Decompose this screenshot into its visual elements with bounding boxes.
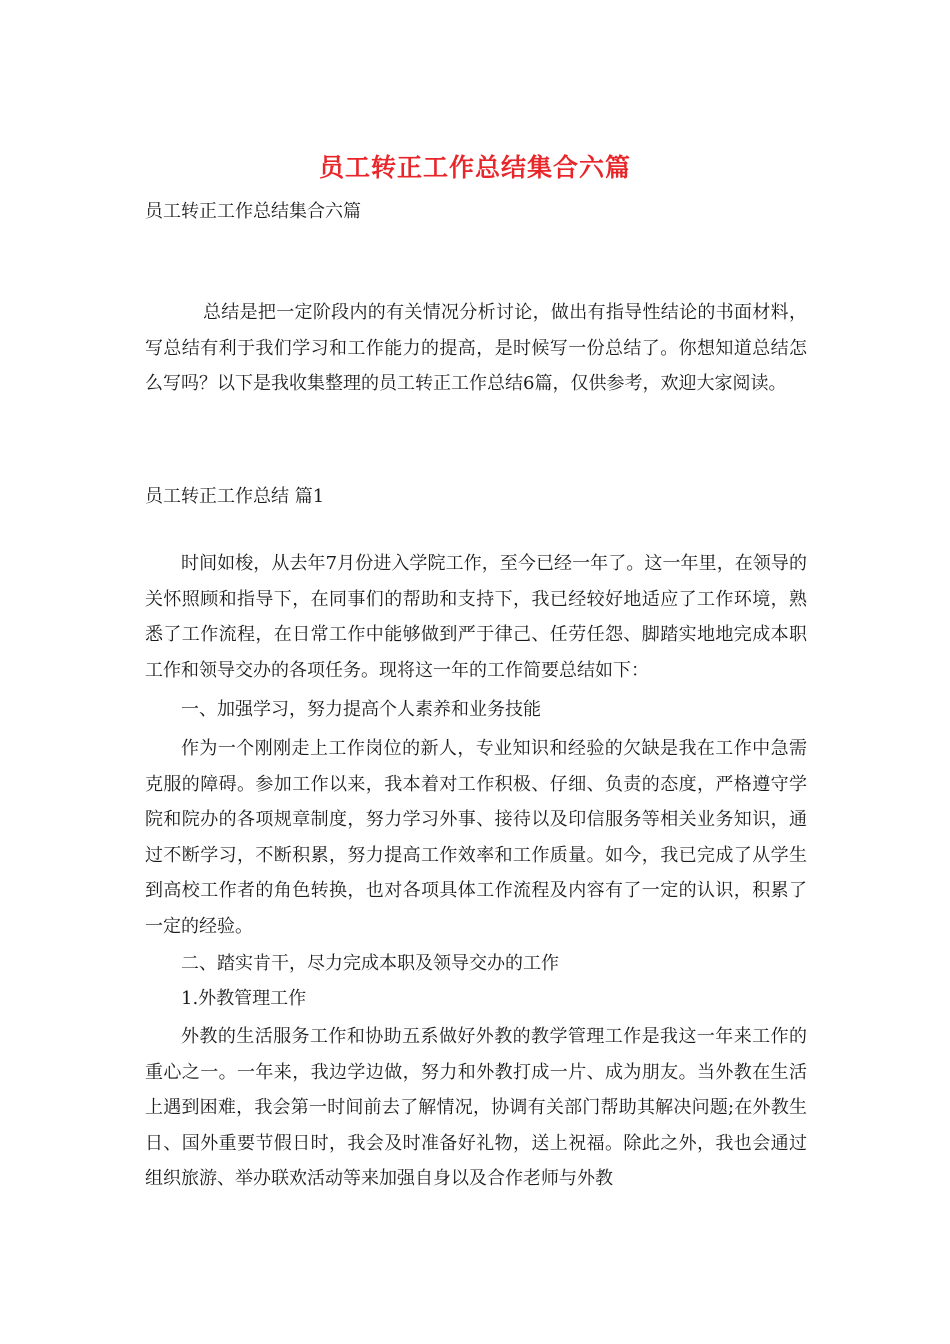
body-paragraph-3: 外教的生活服务工作和协助五系做好外教的教学管理工作是我这一年来工作的重心之一。一年来，我边学边做，努力和外教打成一片、成为朋友。当外教在生活上遇到困难，我会第一时间前去了解情况，协调有关部门帮助其解决问题;在外教生日、国外重要节假日时，我会及时准备好礼物，送上祝福。除此之外，我也会通过组织旅游、举办联欢活动等来加强自身以及合作老师与外教: [145, 1026, 807, 1189]
document-subtitle: 员工转正工作总结集合六篇: [145, 201, 361, 222]
intro-paragraph: 总结是把一定阶段内的有关情况分析讨论，做出有指导性结论的书面材料，写总结有利于我们学习和工作能力的提高，是时候写一份总结了。你想知道总结怎么写吗？以下是我收集整理的员工转正工作总结6篇，仅供参考，欢迎大家阅读。: [145, 302, 807, 394]
sub-point-heading: 1.外教管理工作: [181, 988, 307, 1009]
point-heading-2: 二、踏实肯干，尽力完成本职及领导交办的工作: [181, 953, 559, 974]
section-heading: 员工转正工作总结 篇1: [145, 486, 325, 507]
document-title: 员工转正工作总结集合六篇: [318, 153, 631, 182]
point-heading-1: 一、加强学习，努力提高个人素养和业务技能: [181, 699, 541, 720]
body-paragraph-2: 作为一个刚刚走上工作岗位的新人，专业知识和经验的欠缺是我在工作中急需克服的障碍。参加工作以来，我本着对工作积极、仔细、负责的态度，严格遵守学院和院办的各项规章制度，努力学习外事、接待以及印信服务等相关业务知识，通过不断学习，不断积累，努力提高工作效率和工作质量。如今，我已完成了从学生到高校工作者的角色转换，也对各项具体工作流程及内容有了一定的认识，积累了一定的经验。: [145, 738, 807, 937]
body-paragraph-1: 时间如梭，从去年7月份进入学院工作，至今已经一年了。这一年里，在领导的关怀照顾和指导下，在同事们的帮助和支持下，我已经较好地适应了工作环境，熟悉了工作流程，在日常工作中能够做到严于律己、任劳任怨、脚踏实地地完成本职工作和领导交办的各项任务。现将这一年的工作简要总结如下：: [145, 553, 807, 681]
